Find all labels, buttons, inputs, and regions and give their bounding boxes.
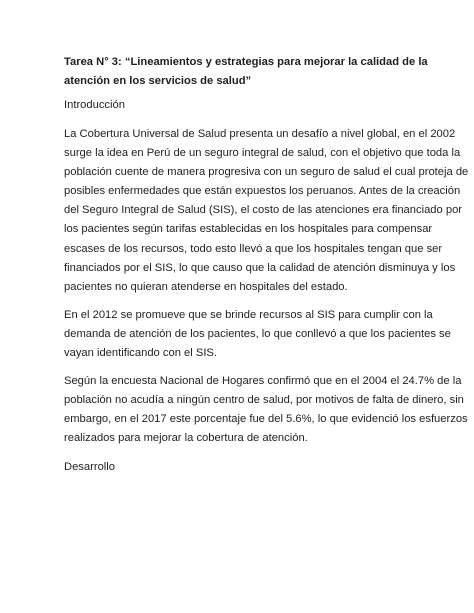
paragraph-line: pacientes no quieran atenderse en hospitales del estado. (64, 280, 348, 293)
paragraph-line: financiados por el SIS, lo que causo que la calidad de atención disminuya y los (64, 261, 456, 274)
paragraph-survey (64, 372, 468, 448)
title-line: atención en los servicios de salud” (64, 75, 252, 87)
paragraph-line: realizados para mejorar la cobertura de atención. (64, 432, 308, 445)
paragraph-line: escases de los recursos, todo esto llevó a que los hospitales tengan que ser (64, 242, 443, 255)
paragraph-line: posibles enfermedades que están expuestos los peruanos. Antes de la creación (64, 185, 461, 198)
paragraph-line: Según la encuesta Nacional de Hogares confirmó que en el 2004 el 24.7% de la (64, 375, 462, 388)
document-body (64, 53, 469, 486)
title-line: Tarea N° 3: “Lineamientos y estrategias para mejorar la calidad de la (64, 56, 428, 68)
paragraph-line: vayan identificando con el SIS. (64, 347, 217, 360)
paragraph-line: población no acudía a ningún centro de salud, por motivos de falta de dinero, sin (64, 394, 464, 407)
paragraph-line: surge la idea en Perú de un seguro integral de salud, con el objetivo que toda la (64, 147, 461, 160)
paragraph-line: La Cobertura Universal de Salud presenta un desafío a nivel global, en el 2002 (64, 128, 456, 140)
paragraph-coverage (64, 125, 469, 297)
paragraph-line: demanda de atención de los pacientes, lo que conllevó a que los pacientes se (64, 327, 451, 340)
intro-heading: Introducción (64, 99, 125, 111)
paragraph-line: población cuente de manera progresiva con un seguro de salud el cual proteja de (64, 166, 469, 179)
document-title (64, 53, 428, 91)
development-heading: Desarrollo (64, 460, 115, 473)
paragraph-line: los pacientes según tarifas establecidas en los hospitales para compensar (64, 223, 433, 236)
paragraph-line: En el 2012 se promueve que se brinde recursos al SIS para cumplir con la (64, 308, 433, 321)
paragraph-line: del Seguro Integral de Salud (SIS), el costo de las atenciones era financiado por (64, 204, 463, 217)
paragraph-2012 (64, 306, 451, 363)
paragraph-line: embargo, en el 2017 este porcentaje fue del 5.6%, lo que evidenció los esfuerzos (64, 413, 468, 426)
